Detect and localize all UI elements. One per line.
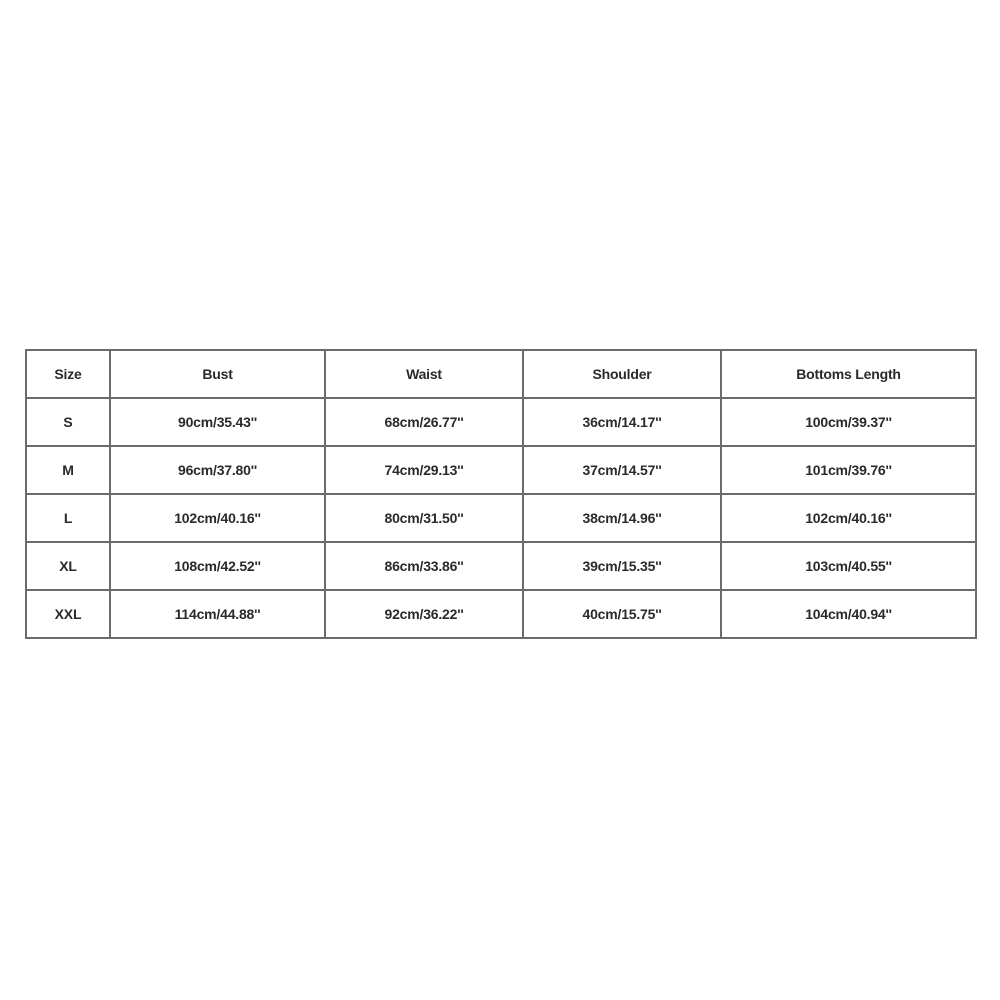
waist-cell: 86cm/33.86''	[325, 542, 523, 590]
table-row	[26, 494, 976, 542]
waist-cell: 68cm/26.77''	[325, 398, 523, 446]
header-waist: Waist	[325, 350, 523, 398]
bust-cell: 102cm/40.16''	[110, 494, 325, 542]
table-row	[26, 542, 976, 590]
shoulder-cell: 38cm/14.96''	[523, 494, 721, 542]
shoulder-cell: 36cm/14.17''	[523, 398, 721, 446]
header-bust: Bust	[110, 350, 325, 398]
waist-cell: 92cm/36.22''	[325, 590, 523, 638]
table-row	[26, 398, 976, 446]
header-bottoms-length: Bottoms Length	[721, 350, 976, 398]
size-cell: XXL	[26, 590, 110, 638]
size-cell: M	[26, 446, 110, 494]
bust-cell: 90cm/35.43''	[110, 398, 325, 446]
size-cell: L	[26, 494, 110, 542]
shoulder-cell: 39cm/15.35''	[523, 542, 721, 590]
header-row	[26, 350, 976, 398]
shoulder-cell: 37cm/14.57''	[523, 446, 721, 494]
size-cell: S	[26, 398, 110, 446]
header-shoulder: Shoulder	[523, 350, 721, 398]
header-size: Size	[26, 350, 110, 398]
waist-cell: 80cm/31.50''	[325, 494, 523, 542]
waist-cell: 74cm/29.13''	[325, 446, 523, 494]
bottoms-length-cell: 102cm/40.16''	[721, 494, 976, 542]
bottoms-length-cell: 101cm/39.76''	[721, 446, 976, 494]
bottoms-length-cell: 100cm/39.37''	[721, 398, 976, 446]
table-row	[26, 446, 976, 494]
table-row	[26, 590, 976, 638]
shoulder-cell: 40cm/15.75''	[523, 590, 721, 638]
size-chart-table	[25, 349, 977, 639]
size-cell: XL	[26, 542, 110, 590]
bust-cell: 96cm/37.80''	[110, 446, 325, 494]
bottoms-length-cell: 103cm/40.55''	[721, 542, 976, 590]
bottoms-length-cell: 104cm/40.94''	[721, 590, 976, 638]
bust-cell: 114cm/44.88''	[110, 590, 325, 638]
bust-cell: 108cm/42.52''	[110, 542, 325, 590]
